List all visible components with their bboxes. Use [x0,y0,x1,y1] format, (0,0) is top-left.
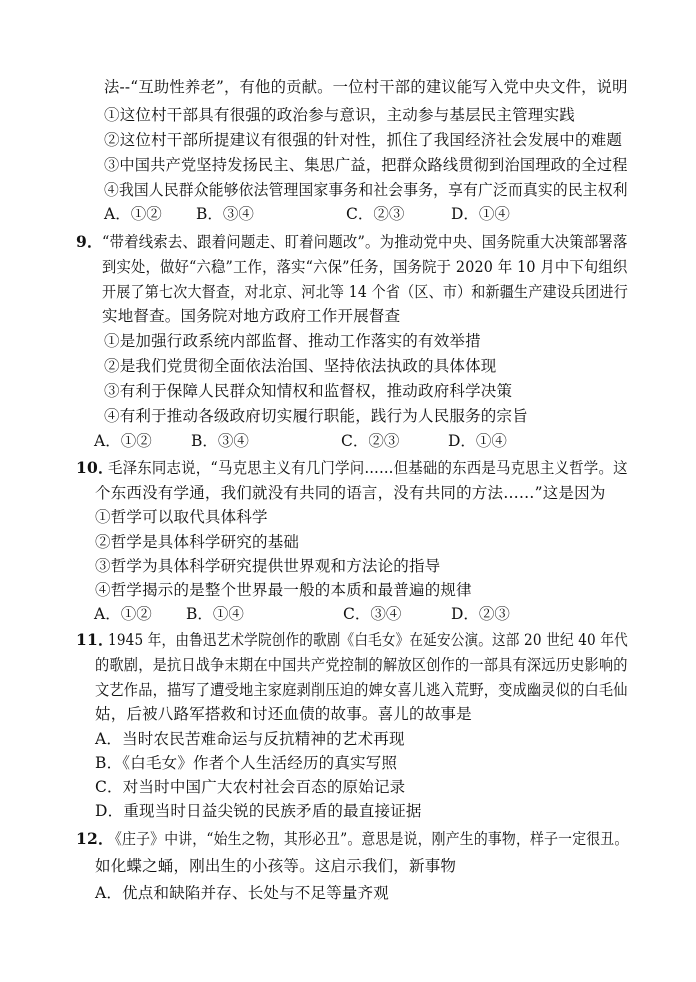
q9-item-2: ②是我们党贯彻全面依法治国、坚持依法执政的具体体现 [104,357,497,375]
q9-choice-a: A．①② [94,432,152,450]
q9-number: 9． [76,232,103,251]
q9-choice-c: C．②③ [341,432,400,450]
q9-item-1: ①是加强行政系统内部监督、推动工作落实的有效举措 [104,332,481,350]
q10-choice-d: D．②③ [451,605,510,623]
q12-number: 12． [76,829,114,848]
q11-number: 11． [76,630,114,649]
q9-item-4: ④有利于推动各级政府切实履行职能，践行为人民服务的宗旨 [104,407,528,425]
q10-item-4: ④哲学揭示的是整个世界最一般的本质和最普遍的规律 [95,581,472,599]
q9-stem-line-4: 实地督查。国务院对地方政府工作开展督查 [102,307,401,325]
q9-item-3: ③有利于保障人民群众知情权和监督权，推动政府科学决策 [104,382,513,400]
q9-stem-line-1: “带着线索去、跟着问题走、盯着问题改”。为推动党中央、国务院重大决策部署落 [102,233,628,251]
q12-stem-line-1: 《庄子》中讲，“始生之物，其形必丑”。意思是说，刚产生的事物，样子一定很丑。 [108,830,629,848]
q10-number: 10． [76,458,114,477]
q10-stem-line-2: 个东西没有学通，我们就没有共同的语言，没有共同的方法……”这是因为 [95,484,606,502]
q10-choice-b: B．①④ [186,605,244,623]
q8-choice-c: C．②③ [346,205,405,223]
q10-item-1: ①哲学可以取代具体科学 [95,508,268,526]
q10-item-3: ③哲学为具体科学研究提供世界观和方法论的指导 [95,557,441,575]
q12-stem-line-2: 如化蝶之蛹，刚出生的小孩等。这启示我们，新事物 [95,857,457,875]
q11-option-d: D．重现当时日益尖锐的民族矛盾的最直接证据 [95,802,422,820]
q11-stem-line-4: 姑，后被八路军搭救和讨还血债的故事。喜儿的故事是 [95,705,472,723]
q8-item-4: ④我国人民群众能够依法管理国家事务和社会事务，享有广泛而真实的民主权利 [104,181,628,199]
q9-choice-b: B．③④ [191,432,249,450]
q8-item-3: ③中国共产党坚持发扬民主、集思广益，把群众路线贯彻到治国理政的全过程 [104,156,628,174]
q9-stem-line-3: 开展了第七次大督查，对北京、河北等 14 个省（区、市）和新疆生产建设兵团进行 [102,283,628,301]
q8-item-1: ①这位村干部具有很强的政治参与意识，主动参与基层民主管理实践 [104,106,576,124]
q8-choice-a: A．①② [104,205,162,223]
q8-choice-d: D．①④ [451,205,510,223]
q11-stem-line-1: 1945 年，由鲁迅艺术学院创作的歌剧《白毛女》在延安公演。这部 20 世纪 40 年代 [108,631,628,649]
q11-stem-line-2: 的歌剧，是抗日战争末期在中国共产党控制的解放区创作的一部具有深远历史影响的 [95,656,628,674]
q8-continuation: 法--“互助性养老”，有他的贡献。一位村干部的建议能写入党中央文件，说明 [104,78,628,96]
q12-option-a: A．优点和缺陷并存、长处与不足等量齐观 [95,884,389,902]
q11-option-a: A．当时农民苦难命运与反抗精神的艺术再现 [95,730,405,748]
q10-stem-line-1: 毛泽东同志说，“马克思主义有几门学问……但基础的东西是马克思主义哲学。这 [108,459,628,477]
q10-item-2: ②哲学是具体科学研究的基础 [95,533,300,551]
q9-choice-d: D．①④ [448,432,507,450]
q10-choice-c: C．③④ [343,605,402,623]
q8-choice-b: B．③④ [196,205,254,223]
q11-option-c: C．对当时中国广大农村社会百态的原始记录 [95,778,406,796]
q8-item-2: ②这位村干部所提建议有很强的针对性，抓住了我国经济社会发展中的难题 [104,131,623,149]
q10-choice-a: A．①② [94,605,152,623]
q11-option-b: B．《白毛女》作者个人生活经历的真实写照 [95,754,398,772]
q11-stem-line-3: 文艺作品，描写了遭受地主家庭剥削压迫的婢女喜儿逃入荒野，变成幽灵似的白毛仙 [95,681,628,699]
q9-stem-line-2: 到实处，做好“六稳”工作，落实“六保”任务，国务院于 2020 年 10 月中下旬组织 [102,258,628,276]
